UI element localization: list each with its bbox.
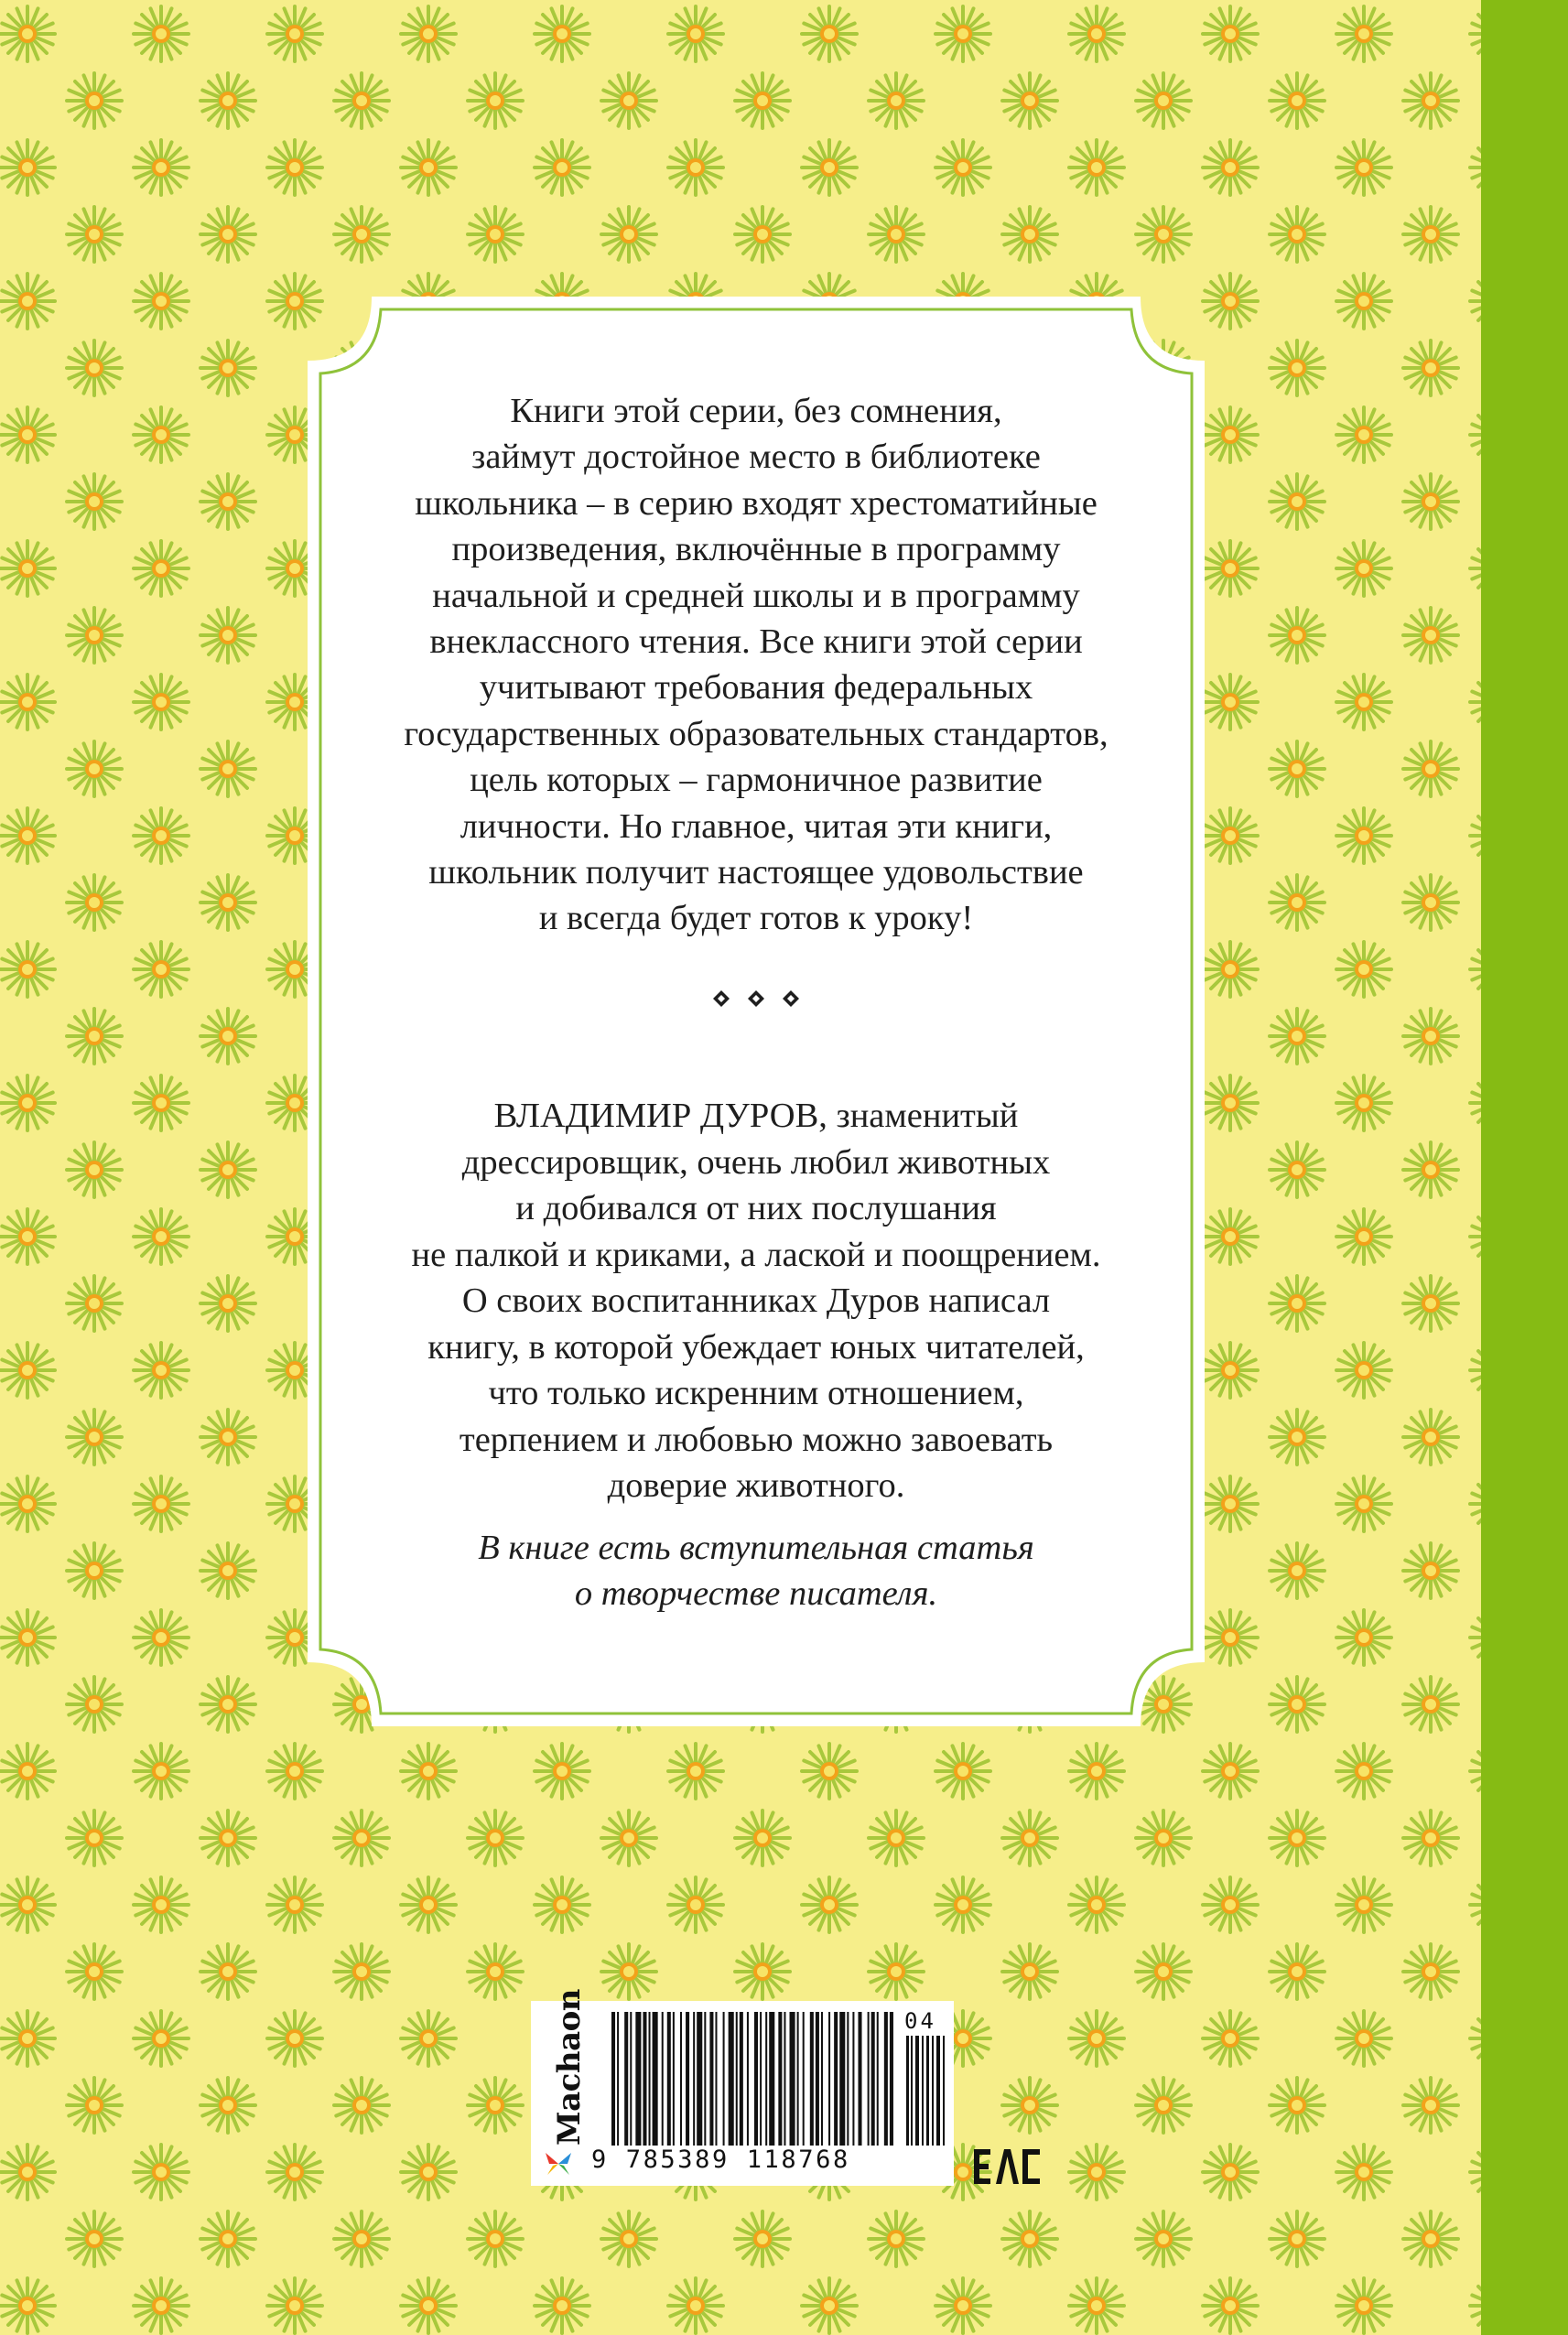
barcode-bar: [704, 2012, 706, 2146]
barcode-bar: [747, 2012, 749, 2146]
barcode-bar: [834, 2012, 838, 2146]
barcode-addon-number: 04: [904, 2008, 936, 2034]
author-description: [344, 1093, 1168, 1509]
barcode-bar: [611, 2012, 615, 2146]
book-spine-strip: [1481, 0, 1568, 2335]
barcode-bar: [723, 2012, 725, 2146]
barcode-bar: [760, 2012, 762, 2146]
author-line: что только искренним отношением,: [488, 1374, 1024, 1412]
barcode-bar: [673, 2012, 675, 2146]
barcode-bar: [667, 2012, 671, 2146]
barcode-bar: [693, 2012, 695, 2146]
author-line: терпением и любовью можно завоевать: [459, 1420, 1054, 1459]
panel-content: [344, 341, 1168, 1677]
barcode-bar: [852, 2012, 854, 2146]
barcode-bar: [617, 2012, 619, 2146]
barcode-bar: [649, 2012, 651, 2146]
barcode-bar: [803, 2012, 805, 2146]
series-line: и всегда будет готов к уроку!: [538, 899, 974, 938]
series-line: произведения, включённые в программу: [451, 530, 1061, 569]
barcode-bar: [784, 2012, 785, 2146]
butterfly-logo-icon: [540, 2146, 577, 2182]
barcode-bar: [769, 2012, 774, 2146]
barcode-bar: [680, 2012, 682, 2146]
barcode-bar: [754, 2012, 758, 2146]
author-line: и добивался от них послушания: [515, 1189, 997, 1227]
author-line: дрессировщик, очень любил животных: [461, 1142, 1051, 1182]
isbn-number: 9 785389 118768: [591, 2146, 850, 2174]
series-line: личности. Но главное, читая эти книги,: [460, 806, 1053, 846]
barcode-bar: [709, 2012, 713, 2146]
barcode-bar: [740, 2012, 743, 2146]
barcode-bar: [839, 2012, 845, 2146]
barcode-bar: [890, 2012, 893, 2146]
barcode-bar: [736, 2012, 738, 2146]
barcode-bar: [828, 2012, 830, 2146]
barcode-bar: [653, 2012, 658, 2146]
barcode-bar: [624, 2012, 628, 2146]
section-divider: [344, 989, 1168, 1016]
barcode-bar: [686, 2012, 689, 2146]
publisher-name: Machaon: [551, 1988, 588, 2146]
author-line: О своих воспитанниках Дуров написал: [461, 1281, 1051, 1320]
note-line: о творчестве писателя.: [574, 1574, 938, 1613]
barcode-bar: [662, 2012, 664, 2146]
publisher-logo: [535, 1988, 588, 2180]
author-line: доверие животного.: [607, 1466, 905, 1505]
barcode-bar: [871, 2012, 875, 2146]
barcode-bar: [821, 2012, 823, 2146]
series-line: государственных образовательных стандартов,: [404, 714, 1108, 753]
series-line: внеклассного чтения. Все книги этой серии: [429, 622, 1083, 662]
barcode-bar: [729, 2012, 734, 2146]
barcode-bar: [778, 2012, 782, 2146]
barcode-bar: [790, 2012, 795, 2146]
note-line: В книге есть вступительная статья: [478, 1529, 1034, 1567]
author-line: не палкой и криками, а лаской и поощрением.: [411, 1235, 1101, 1274]
author-line: книгу, в которой убеждает юных читателей,: [427, 1327, 1085, 1367]
series-description: [344, 388, 1168, 942]
series-line: учитывают требования федеральных: [479, 668, 1033, 708]
barcode-bar: [697, 2012, 702, 2146]
barcode-bar: [877, 2012, 879, 2146]
series-line: школьника – в серию входят хрестоматийные: [415, 483, 1098, 523]
barcode-bar: [765, 2012, 767, 2146]
barcode-bar: [630, 2012, 632, 2146]
barcode: [611, 2012, 895, 2146]
diamond-ornament-icon: [746, 989, 766, 1009]
intro-note: [344, 1525, 1168, 1616]
series-line: школьник получит настоящее удовольствие: [428, 853, 1084, 892]
diamond-ornament-icon: [711, 989, 731, 1009]
diamond-ornament-icon: [781, 989, 801, 1009]
addon-barcode: [906, 2036, 946, 2146]
eac-mark-icon: [972, 2147, 1042, 2186]
barcode-bar: [810, 2012, 814, 2146]
barcode-bar: [858, 2012, 861, 2146]
author-line: ВЛАДИМИР ДУРОВ, знаменитый: [493, 1097, 1019, 1135]
barcode-bar: [797, 2012, 799, 2146]
barcode-bar: [715, 2012, 717, 2146]
barcode-bar: [847, 2012, 849, 2146]
description-panel: [308, 297, 1205, 1726]
series-line: Книги этой серии, без сомнения,: [510, 392, 1002, 430]
series-line: цель которых – гармоничное развитие: [470, 761, 1043, 800]
barcode-label: [531, 1988, 954, 2186]
barcode-bar: [816, 2012, 819, 2146]
barcode-bar: [884, 2012, 888, 2146]
barcode-bar: [868, 2012, 870, 2146]
series-line: займут достойное место в библиотеке: [471, 438, 1041, 477]
series-line: начальной и средней школы и в программу: [432, 576, 1080, 615]
barcode-bar: [643, 2012, 646, 2146]
barcode-bar: [635, 2012, 641, 2146]
